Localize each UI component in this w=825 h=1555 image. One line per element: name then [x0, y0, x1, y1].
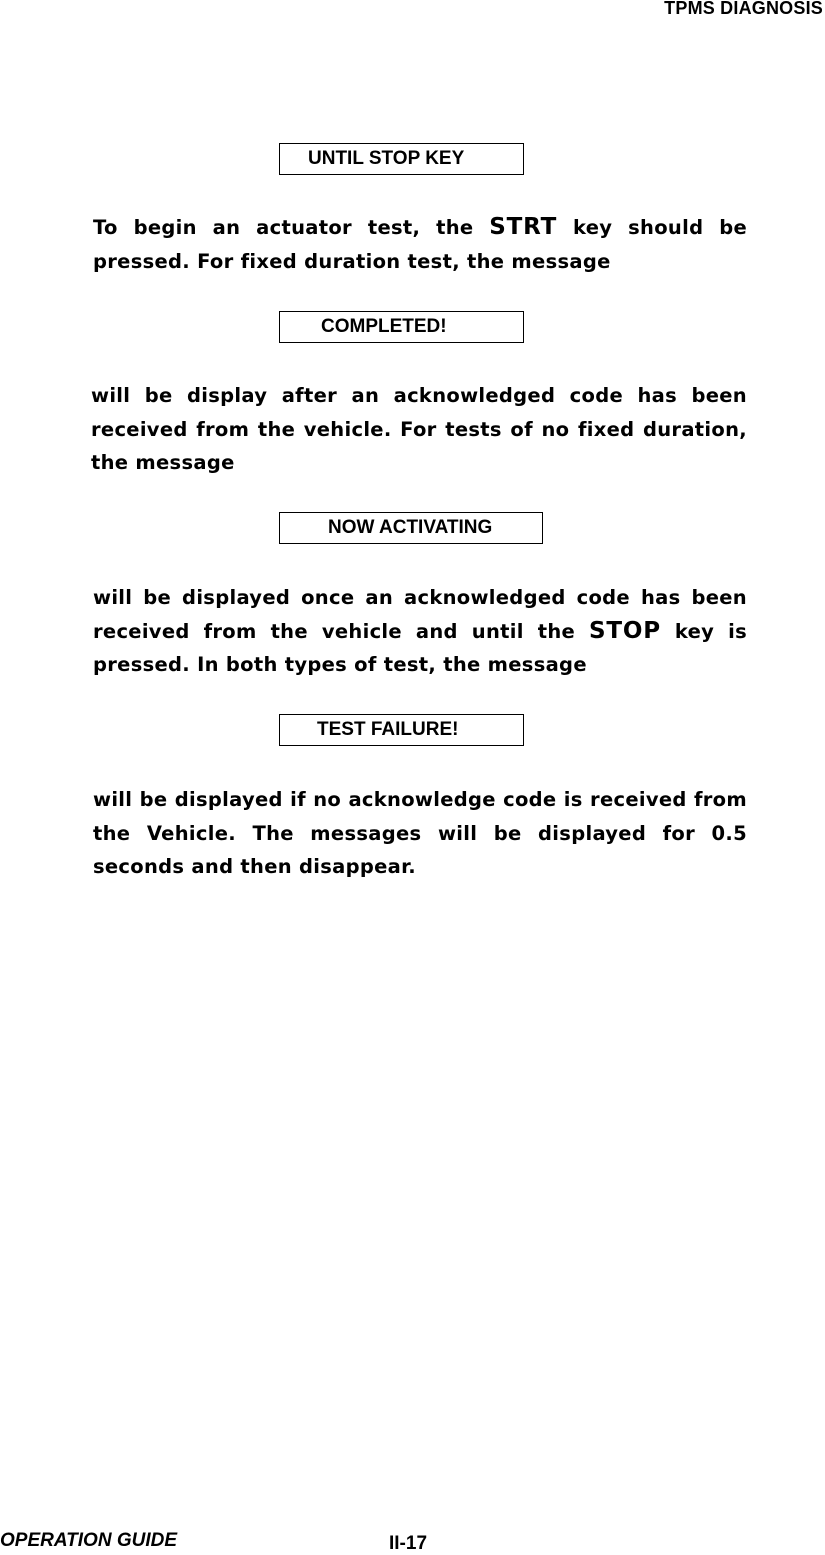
display-box-test-failure: TEST FAILURE! — [279, 714, 524, 746]
stop-key-label: STOP — [589, 617, 661, 644]
footer-page-number: II-17 — [389, 1533, 428, 1554]
paragraph-no-fixed-duration — [93, 581, 747, 682]
paragraph-text: To begin an actuator test, the — [93, 216, 490, 239]
paragraph-test-failure: will be displayed if no acknowledge code is received from the Vehicle. The messages will be displayed for 0.5 seconds and then disappear. — [93, 788, 747, 878]
paragraph-fixed-duration: will be display after an acknowledged code has been received from the vehicle. For tests of no fixed duration, the message — [91, 384, 747, 474]
display-box-until-stop-key: UNTIL STOP KEY — [279, 143, 524, 175]
display-box-now-activating: NOW ACTIVATING — [279, 512, 543, 544]
paragraph-text: key is pressed. In both types of test, the message — [93, 619, 747, 676]
display-box-completed: COMPLETED! — [279, 311, 524, 343]
strt-key-label: STRT — [489, 214, 558, 240]
paragraph-begin-test — [93, 211, 747, 278]
paragraph-text: will be displayed once an acknowledged code has been received from the vehicle and until the — [93, 586, 747, 643]
paragraph-text: key should be pressed. For fixed duration test, the message — [93, 216, 748, 273]
footer-guide-title: OPERATION GUIDE — [0, 1530, 177, 1551]
section-title: TPMS DIAGNOSIS — [664, 0, 823, 18]
